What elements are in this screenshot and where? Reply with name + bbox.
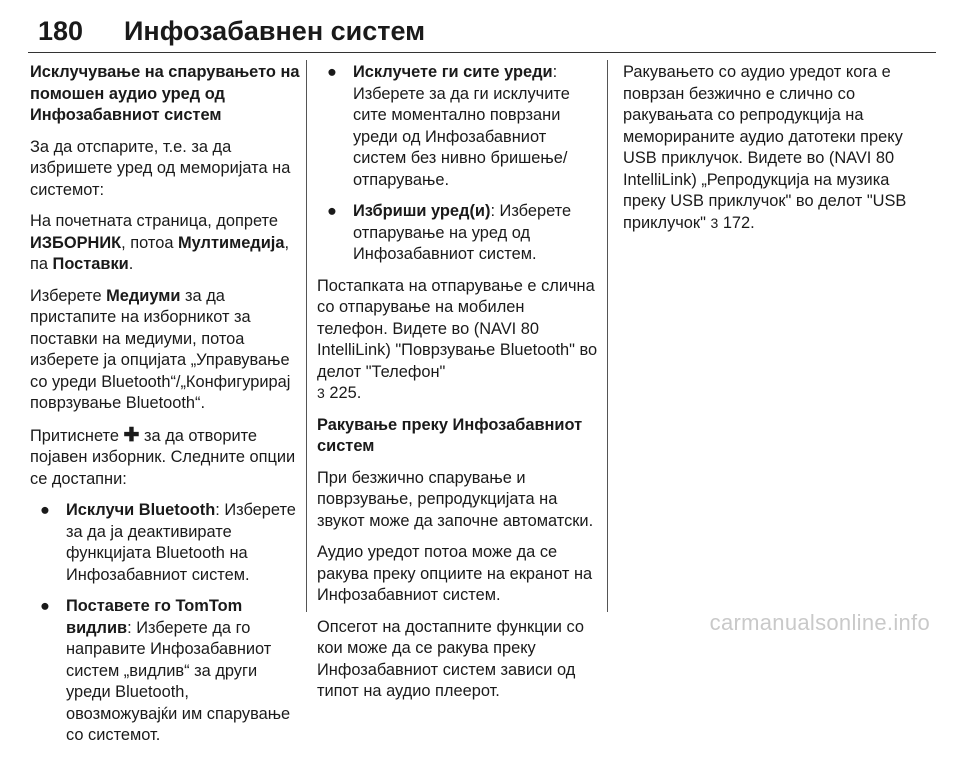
paragraph: [623, 62, 923, 234]
text: Постапката на отпарување е слична со отпарување на мобилен телефон. Видете во (NAVI 80 IntelliLink) "Поврзување Bluetooth" во делот "Телефон": [317, 276, 598, 381]
text: за да отворите појавен изборник. Следните опции се достапни:: [30, 426, 296, 488]
paragraph: За да отспарите, т.е. за да избришете уред од меморијата на системот:: [30, 137, 291, 199]
watermark: carmanualsonline.info: [709, 610, 930, 635]
bullet-icon: ●: [327, 63, 337, 81]
bullet-icon: ●: [327, 202, 337, 220]
page-ref-arrow-icon: 3: [710, 214, 719, 231]
header-divider: [28, 52, 936, 53]
text: Ракувањето со аудио уредот кога е поврзан безжично е слично со ракувањата со репродукција на меморираните аудио датотеки преку USB приклучок. Видете во (NAVI 80 IntelliLink) „Репродукција на музика преку USB приклучок" во делот "USB приклучок": [623, 63, 907, 232]
list-item: [317, 62, 599, 191]
option-description: : Изберете за да ја деактивирате функцијата Bluetooth на Инфозабавниот систем.: [66, 501, 296, 584]
paragraph: [30, 211, 302, 276]
option-description: : Изберете за да ги исклучите сите моментално поврзани уреди од Инфозабавниот систем без нивно бришење/отпарување.: [353, 63, 570, 189]
option-description: : Изберете да го направите Инфозабавниот систем „видлив“ за други уреди Bluetooth, овозможувајќи им спарување со системот.: [66, 618, 291, 744]
chapter-title: Инфозабавнен систем: [124, 16, 426, 46]
option-term: Исклучи Bluetooth: [66, 501, 216, 519]
paragraph: [30, 286, 302, 415]
text: Изберете: [30, 286, 107, 305]
option-term: Исклучете ги сите уреди: [353, 63, 553, 81]
text: Притиснете: [30, 426, 124, 445]
text: , потоа: [121, 233, 178, 252]
paragraph: Аудио уредот потоа може да се ракува преку опциите на екранот на Инфозабавниот систем.: [317, 543, 593, 604]
paragraph: Опсегот на достапните функции со кои може да се ракува преку Инфозабавниот систем зависи од типот на аудио плеерот.: [317, 617, 584, 700]
section-heading: Исклучување на спарувањето на помошен аудио уред од Инфозабавниот систем: [30, 63, 300, 124]
column-divider-2: [607, 60, 608, 612]
page-number: 180: [38, 16, 84, 46]
paragraph: [317, 276, 599, 405]
option-description: : Изберете отпарување на уред од Инфозабавниот систем.: [353, 202, 572, 263]
paragraph: [30, 425, 302, 491]
menu-term: ИЗБОРНИК: [30, 233, 122, 252]
paragraph: При безжично спарување и поврзување, репродукцијата на звукот може да започне автоматски.: [317, 468, 594, 530]
page-header: [28, 12, 936, 52]
column-2: [317, 62, 599, 713]
menu-term: Мултимедија: [178, 233, 285, 252]
column-divider-1: [306, 60, 307, 612]
option-term: Поставете го TomTom видлив: [66, 597, 243, 637]
column-1: [30, 62, 302, 757]
bullet-icon: ●: [40, 597, 50, 615]
text: за да пристапите на изборникот за поставки на медиуми, потоа изберете ја опцијата „Управување со уреди Bluetooth“/„Конфигурирај поврзување Bluetooth“.: [30, 286, 291, 412]
menu-term: Медиуми: [106, 286, 181, 305]
list-item: [317, 201, 599, 266]
plus-icon: ✚: [123, 424, 140, 446]
section-heading: Ракување преку Инфозабавниот систем: [317, 415, 583, 455]
list-item: [30, 596, 302, 747]
page-ref-arrow-icon: 3: [317, 385, 325, 401]
option-term: Избриши уред(и): [353, 202, 491, 220]
text: .: [128, 255, 134, 273]
bullet-icon: ●: [40, 501, 50, 519]
page-ref: 172.: [718, 213, 755, 232]
page-ref: 225.: [324, 384, 362, 402]
text: На почетната страница, допрете: [30, 212, 278, 230]
menu-term: Поставки: [52, 255, 129, 273]
list-item: [30, 500, 302, 586]
text: , па: [30, 233, 290, 273]
column-3: [623, 62, 923, 244]
